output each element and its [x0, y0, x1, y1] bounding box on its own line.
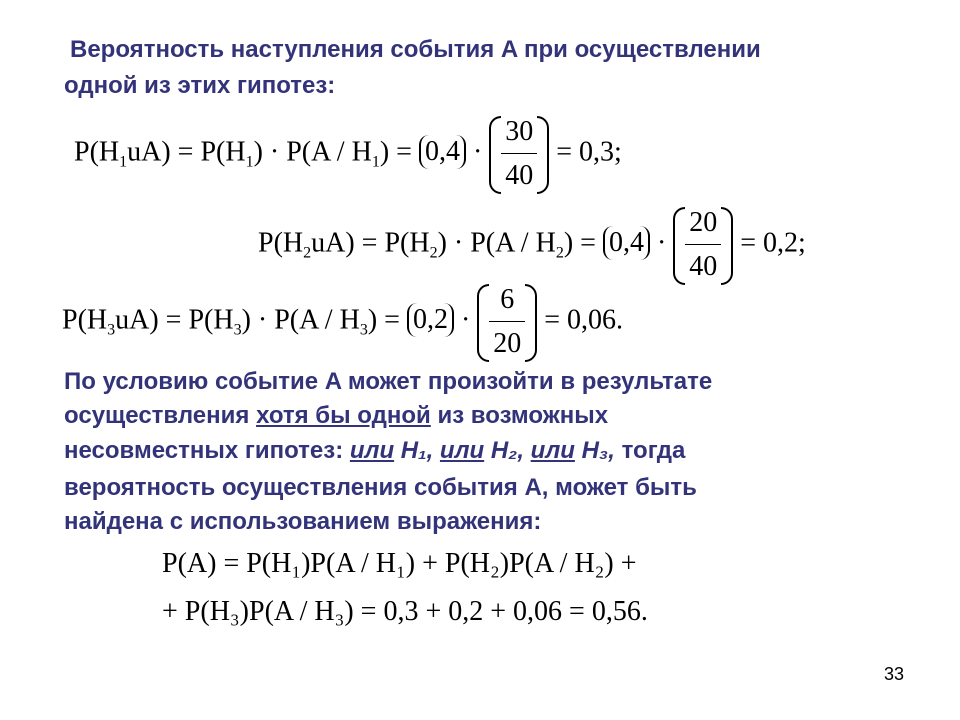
para-line-4: вероятность осуществления события A, может быть — [64, 474, 697, 501]
final-formula-line-1: P(A) = P(H₁)P(A / H₁) + P(H₂)P(A / H₂) + — [162, 548, 637, 579]
final-formula-line-2: + P(H₃)P(A / H₃) = 0,3 + 0,2 + 0,06 = 0,56. — [162, 596, 648, 627]
fraction: $\frac{6}{20}$ — [477, 282, 537, 362]
fraction: $\frac{30}{40}$ — [489, 114, 549, 194]
para-line-3: несовместных гипотез: или H₁, или H₂, или H₃, тогда — [64, 437, 686, 464]
equation-h2: $P(H_2uA) = P(H_2) \cdot P(A / H_2) = 0,4$ · $\frac{20}{40}$ = 0,2; — [258, 205, 806, 285]
paren-value: 0,4 — [419, 135, 466, 169]
equation-h3: $P(H_3uA) = P(H_3) \cdot P(A / H_3) = 0,2$ · $\frac{6}{20}$ = 0,06. — [62, 282, 623, 362]
para-line-2: осуществления хотя бы одной из возможных — [64, 402, 609, 429]
fraction: $\frac{20}{40}$ — [673, 205, 733, 285]
underlined-phrase: хотя бы одной — [256, 402, 431, 429]
page-number: 33 — [883, 664, 904, 684]
para-line-5: найдена с использованием выражения: — [64, 508, 542, 535]
para-line-1: По условию событие A может произойти в результате — [64, 368, 713, 395]
paren-value: 0,2 — [407, 303, 454, 337]
intro-line-2: одной из этих гипотез: — [64, 72, 336, 99]
equation-h1: $P(H_1uA) = P(H_1) \cdot P(A / H_1) = 0,4$ · $\frac{30}{40}$ = 0,3; — [74, 114, 622, 194]
intro-line-1: Вероятность наступления события A при осуществлении — [70, 36, 761, 63]
paren-value: 0,4 — [603, 226, 650, 260]
